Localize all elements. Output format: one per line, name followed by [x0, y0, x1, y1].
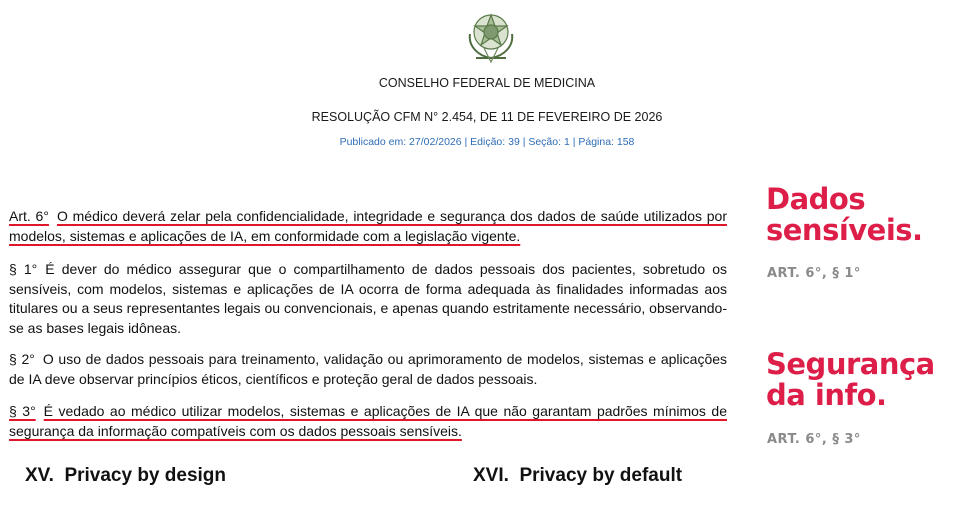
paragraph-3-label: § 3°: [9, 403, 36, 419]
paragraph-1-label: § 1°: [9, 261, 38, 277]
publication-info: Publicado em: 27/02/2026 | Edição: 39 | Seção: 1 | Página: 158: [339, 136, 635, 148]
side-title-1-line-1: Dados: [766, 182, 866, 216]
article-6-text: O médico deverá zelar pela confidencialidade, integridade e segurança dos dados de saúde utilizados por modelos, sistemas e aplicações de IA, em conformidade com a legislação vigente.: [9, 208, 728, 244]
paragraph-2: [9, 350, 727, 389]
paragraph-3-text: É vedado ao médico utilizar modelos, sistemas e aplicações de IA que não garantam padrões mínimos de segurança da informação compatíveis com os dados pessoais sensíveis.: [9, 403, 727, 439]
coat-of-arms-icon: [462, 4, 520, 64]
side-title-info-security: [766, 349, 935, 411]
privacy-by-default-heading: XVI. Privacy by default: [473, 465, 683, 486]
privacy-by-design-heading: XV. Privacy by design: [25, 465, 227, 486]
org-name: CONSELHO FEDERAL DE MEDICINA: [378, 76, 596, 90]
side-title-sensitive-data: [766, 184, 923, 246]
paragraph-2-text: O uso de dados pessoais para treinamento, validação ou aprimoramento de modelos, sistemas e aplicações de IA deve observar princípios éticos, científicos e proteção geral de dados pessoais.: [9, 351, 728, 387]
side-ref-1: ART. 6°, § 1°: [767, 266, 861, 281]
side-ref-2: ART. 6°, § 3°: [767, 432, 861, 447]
side-title-2-line-1: Segurança: [766, 347, 935, 381]
side-title-1-line-2: sensíveis.: [766, 213, 923, 247]
resolution-title: RESOLUÇÃO CFM N° 2.454, DE 11 DE FEVEREIRO DE 2026: [311, 110, 663, 124]
side-title-2-line-2: da info.: [766, 378, 887, 412]
paragraph-2-label: § 2°: [9, 351, 35, 367]
paragraph-1-text: É dever do médico assegurar que o compartilhamento de dados pessoais dos pacientes, sobretudo os sensíveis, com modelos, sistemas e aplicações de IA ocorra de forma adequada às finalidades informadas aos titulares ou a seus representantes legais ou convencionais, e apenas quando estritamente necessário, observando-se as bases legais idôneas.: [9, 261, 727, 336]
paragraph-1: [9, 260, 727, 338]
paragraph-3: [9, 402, 727, 441]
article-6: [9, 207, 727, 246]
article-6-label: Art. 6°: [9, 208, 49, 224]
